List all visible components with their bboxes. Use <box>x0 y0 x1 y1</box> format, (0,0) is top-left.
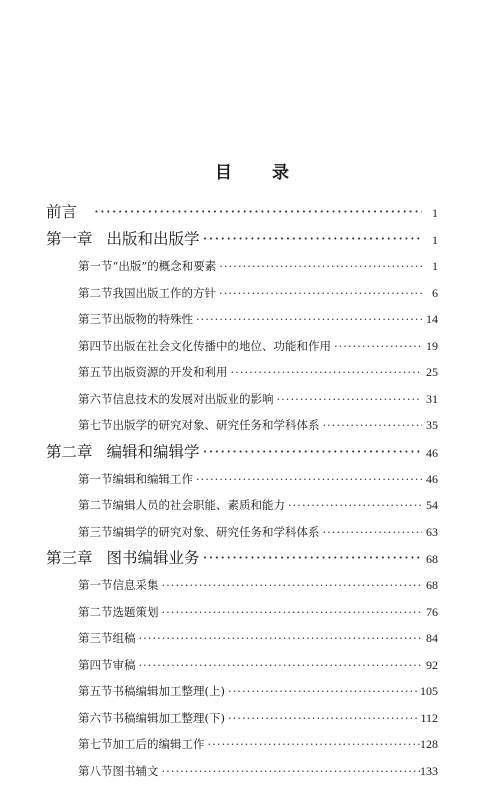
toc-entry-page-number: 35 <box>426 418 438 432</box>
toc-entry-page-number: 128 <box>420 737 438 751</box>
toc-section-entry <box>46 466 438 493</box>
toc-entry-title: 编辑人员的社会职能、素质和能力 <box>112 498 285 512</box>
toc-entry-title: 编辑学的研究对象、研究任务和学科体系 <box>112 524 320 539</box>
toc-entry-page-number: 46 <box>426 445 438 460</box>
toc-entry-page-number: 54 <box>426 498 438 512</box>
toc-section-entry <box>46 492 438 519</box>
toc-section-entry <box>46 731 438 758</box>
toc-chapter-entry <box>46 199 438 226</box>
toc-entry-title: 出版学的研究对象、研究任务和学科体系 <box>112 418 320 432</box>
toc-section-entry <box>46 519 438 546</box>
toc-leader-dots <box>193 466 422 493</box>
toc-entry-title: 书稿编辑加工整理(上) <box>112 684 225 698</box>
toc-entry-number: 第二节 <box>78 498 113 512</box>
toc-entry-number: 第七节 <box>78 737 113 751</box>
toc-entry-page-number: 63 <box>426 524 438 539</box>
toc-entry-number: 第二章 <box>46 442 93 461</box>
toc-entry-page-number: 68 <box>426 578 438 592</box>
toc-section-entry <box>46 572 438 599</box>
toc-entry-number: 第三节 <box>78 631 113 645</box>
toc-leader-dots <box>320 519 423 546</box>
toc-entry-number: 第一节 <box>78 578 113 592</box>
table-of-contents <box>46 199 438 784</box>
toc-section-entry <box>46 306 438 333</box>
toc-entry-page-number: 92 <box>426 657 438 672</box>
toc-entry-number: 第五节 <box>78 365 113 379</box>
toc-entry-title: 信息技术的发展对出版业的影响 <box>112 391 274 406</box>
toc-entry-page-number: 133 <box>420 763 438 778</box>
toc-entry-title: “出版”的概念和要素 <box>112 259 217 273</box>
toc-leader-dots <box>159 599 423 626</box>
toc-entry-number: 第二节 <box>78 604 113 619</box>
toc-leader-dots <box>331 333 422 360</box>
toc-entry-number: 第三节 <box>78 312 113 326</box>
toc-section-entry <box>46 386 438 413</box>
toc-entry-title: 加工后的编辑工作 <box>112 737 205 751</box>
toc-entry-page-number: 19 <box>426 338 438 353</box>
toc-section-entry <box>46 758 438 785</box>
toc-entry-title: 图书辅文 <box>112 763 159 778</box>
toc-section-entry <box>46 599 438 626</box>
toc-leader-dots <box>320 412 423 439</box>
toc-entry-title: 出版在社会文化传播中的地位、功能和作用 <box>112 338 331 353</box>
page-title-char-1: 目 <box>215 163 233 183</box>
toc-leader-dots <box>136 652 423 679</box>
toc-entry-number: 第四节 <box>78 657 113 672</box>
toc-entry-title: 选题策划 <box>112 604 159 619</box>
toc-section-entry <box>46 678 438 705</box>
toc-entry-title: 出版和出版学 <box>106 230 200 248</box>
toc-entry-page-number: 1 <box>432 259 438 273</box>
toc-entry-number: 第四节 <box>78 338 113 353</box>
toc-leader-dots <box>216 253 422 280</box>
toc-entry-page-number: 84 <box>426 631 438 645</box>
toc-entry-page-number: 31 <box>426 391 438 406</box>
toc-entry-page-number: 68 <box>426 552 438 566</box>
toc-entry-number: 前言 <box>46 203 78 221</box>
toc-entry-title: 书稿编辑加工整理(下) <box>112 710 225 725</box>
toc-leader-dots <box>285 492 422 519</box>
toc-leader-dots <box>200 545 422 572</box>
toc-leader-dots <box>159 572 423 599</box>
toc-entry-page-number: 46 <box>426 471 438 486</box>
toc-entry-number: 第六节 <box>78 391 113 406</box>
toc-entry-number: 第三章 <box>46 549 93 567</box>
toc-leader-dots <box>225 678 420 705</box>
toc-chapter-entry <box>46 226 438 253</box>
page-title-char-2: 录 <box>271 163 289 183</box>
toc-leader-dots <box>91 199 422 226</box>
toc-entry-page-number: 25 <box>426 365 438 379</box>
toc-section-entry <box>46 652 438 679</box>
toc-entry-number: 第八节 <box>78 763 113 778</box>
toc-entry-number: 第三节 <box>78 524 113 539</box>
toc-entry-number: 第七节 <box>78 418 113 432</box>
toc-entry-page-number: 1 <box>432 206 438 220</box>
toc-entry-page-number: 105 <box>420 684 438 698</box>
toc-entry-title: 我国出版工作的方针 <box>112 285 216 300</box>
toc-entry-page-number: 6 <box>432 285 438 300</box>
toc-leader-dots <box>228 359 423 386</box>
toc-entry-title: 图书编辑业务 <box>106 549 200 567</box>
toc-leader-dots <box>200 226 422 253</box>
toc-section-entry <box>46 625 438 652</box>
toc-leader-dots <box>159 758 421 785</box>
toc-section-entry <box>46 333 438 360</box>
toc-leader-dots <box>200 439 422 466</box>
toc-leader-dots <box>216 280 422 307</box>
toc-entry-page-number: 112 <box>420 710 438 725</box>
toc-entry-number: 第二节 <box>78 285 113 300</box>
toc-entry-page-number: 1 <box>432 233 438 247</box>
toc-entry-number: 第一节 <box>78 259 113 273</box>
toc-entry-title: 出版资源的开发和利用 <box>112 365 228 379</box>
toc-section-entry <box>46 280 438 307</box>
toc-entry-number: 第六节 <box>78 710 113 725</box>
toc-chapter-entry <box>46 439 438 466</box>
toc-entry-title: 编辑和编辑工作 <box>112 471 193 486</box>
toc-entry-title: 信息采集 <box>112 578 159 592</box>
toc-leader-dots <box>193 306 422 333</box>
toc-entry-title: 组稿 <box>112 631 136 645</box>
toc-entry-title: 编辑和编辑学 <box>106 442 200 461</box>
toc-section-entry <box>46 705 438 732</box>
toc-leader-dots <box>136 625 423 652</box>
toc-entry-number: 第一节 <box>78 471 113 486</box>
toc-entry-number: 第一章 <box>46 230 93 248</box>
toc-entry-page-number: 76 <box>426 604 438 619</box>
toc-section-entry <box>46 253 438 280</box>
toc-leader-dots <box>274 386 423 413</box>
toc-leader-dots <box>205 731 421 758</box>
page-title <box>0 158 504 183</box>
toc-entry-number: 第五节 <box>78 684 113 698</box>
toc-chapter-entry <box>46 545 438 572</box>
toc-section-entry <box>46 359 438 386</box>
toc-entry-title: 审稿 <box>112 657 136 672</box>
toc-entry-page-number: 14 <box>426 312 438 326</box>
toc-section-entry <box>46 412 438 439</box>
toc-entry-title: 出版物的特殊性 <box>112 312 193 326</box>
toc-leader-dots <box>225 705 420 732</box>
